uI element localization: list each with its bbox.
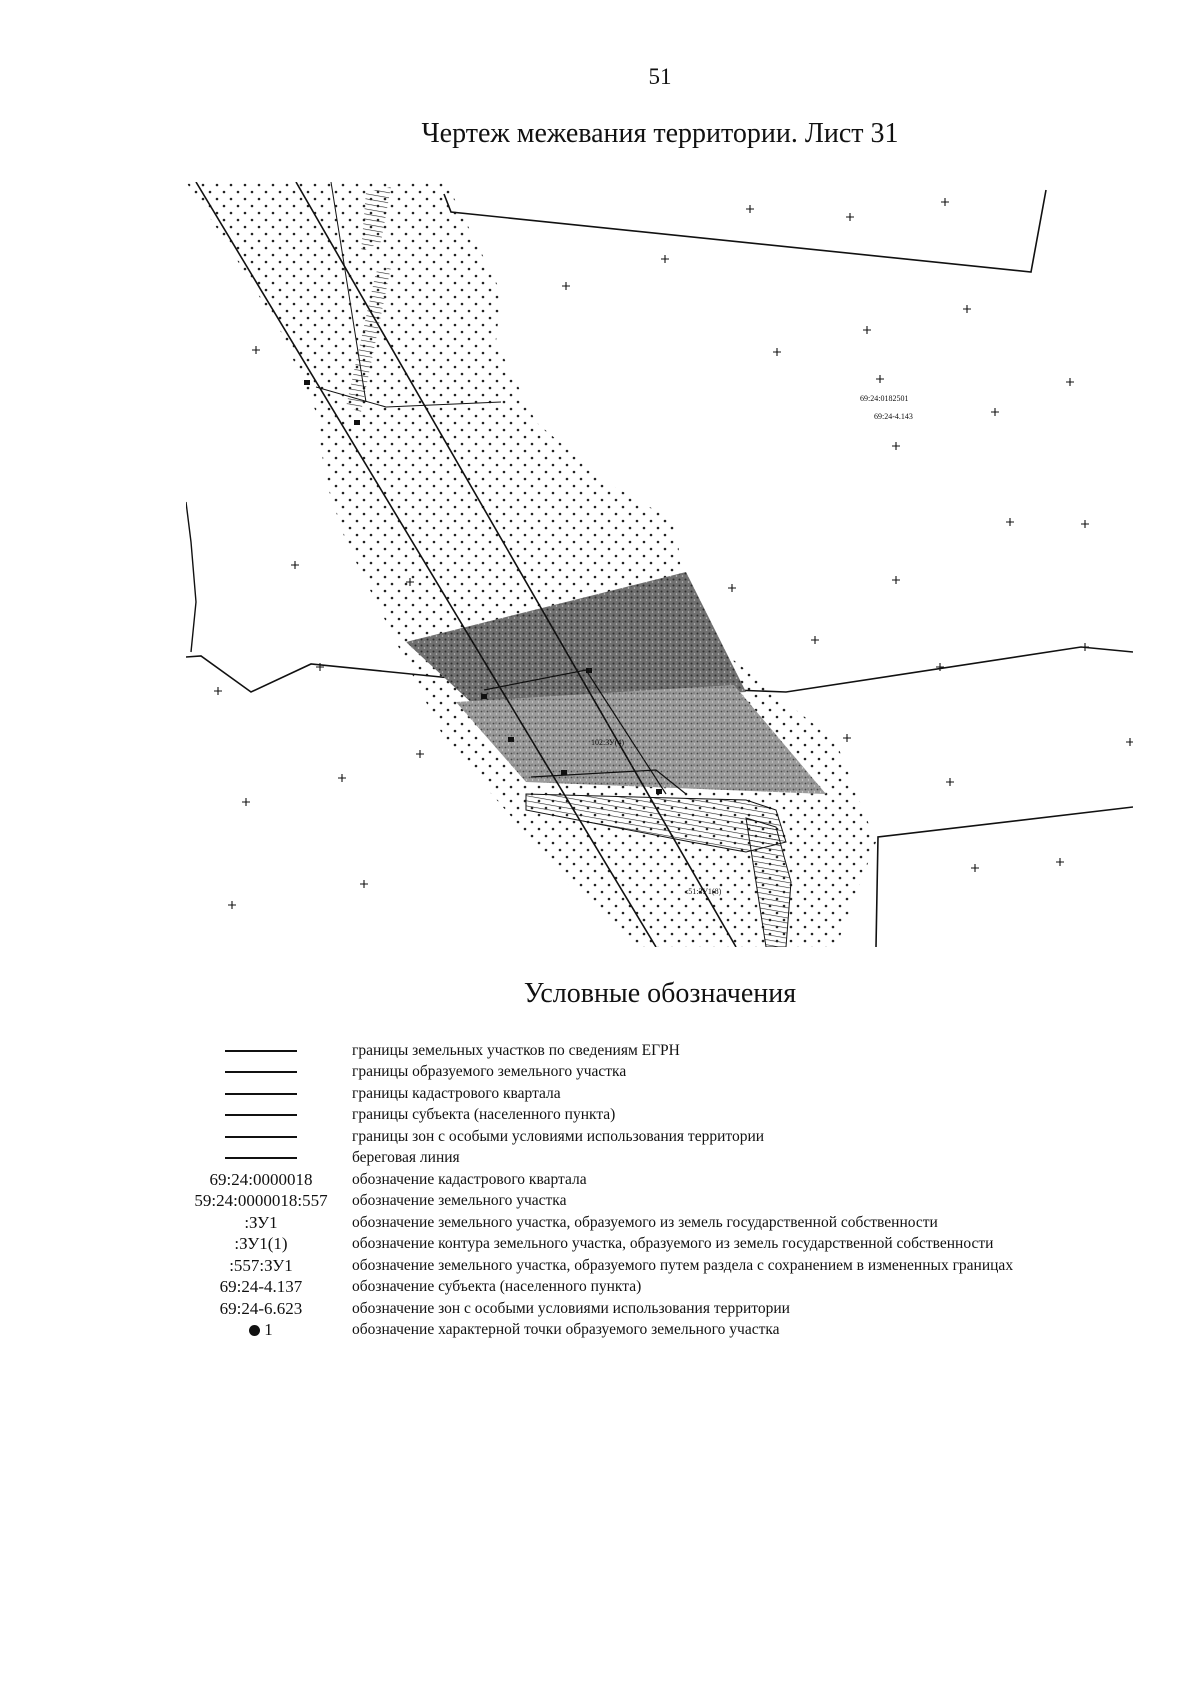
legend-line-symbol	[186, 1071, 336, 1073]
map-svg	[186, 182, 1133, 947]
legend-symbol: :ЗУ1	[244, 1212, 278, 1232]
legend-description: границы земельных участков по сведениям ЕГРН	[352, 1041, 680, 1059]
legend-row	[186, 1320, 1146, 1342]
legend-row	[186, 1277, 1146, 1299]
legend-symbol: 69:24-4.137	[219, 1277, 303, 1297]
legend-description: обозначение кадастрового квартала	[352, 1170, 587, 1188]
legend-symbol: 69:24:0000018	[209, 1169, 313, 1189]
label-parcel-main: 102:ЗУ(4)	[591, 738, 625, 747]
legend-description: обозначение зон с особыми условиями использования территории	[352, 1299, 790, 1317]
legend-row	[186, 1062, 1146, 1084]
legend-row	[186, 1169, 1146, 1191]
legend-description: границы образуемого земельного участка	[352, 1063, 627, 1081]
legend-row	[186, 1040, 1146, 1062]
legend-description: береговая линия	[352, 1149, 460, 1167]
legend-row	[186, 1298, 1146, 1320]
legend-line-symbol	[186, 1157, 336, 1159]
sheet-title: Чертеж межевания территории. Лист 31	[421, 118, 899, 149]
legend-line-symbol	[186, 1093, 336, 1095]
legend-description: границы зон с особыми условиями использования территории	[352, 1127, 765, 1145]
label-parcel-lower: :51:ЗУ1(8)	[686, 887, 722, 896]
legend-point-number: 1	[264, 1320, 273, 1340]
legend-description: обозначение контура земельного участка, образуемого из земель государственной собственности	[352, 1235, 994, 1253]
legend-row	[186, 1148, 1146, 1170]
legend-symbol: :ЗУ1(1)	[234, 1234, 288, 1254]
legend-description: обозначение земельного участка, образуемого из земель государственной собственности	[352, 1213, 938, 1231]
map-drawing	[186, 182, 1133, 947]
legend-row	[186, 1234, 1146, 1256]
legend-description: обозначение земельного участка	[352, 1192, 567, 1210]
legend-description: границы субъекта (населенного пункта)	[352, 1106, 616, 1124]
point-dot-icon	[249, 1325, 260, 1336]
legend-row	[186, 1083, 1146, 1105]
legend-row	[186, 1126, 1146, 1148]
boundary-lower	[876, 807, 1133, 947]
legend-symbol: 59:24:0000018:557	[194, 1191, 328, 1211]
legend-symbol: 69:24-6.623	[219, 1298, 303, 1318]
legend-row	[186, 1212, 1146, 1234]
legend-row	[186, 1255, 1146, 1277]
legend-description: обозначение характерной точки образуемого земельного участка	[352, 1321, 780, 1339]
label-subject: 69:24-4.143	[874, 412, 913, 421]
legend-line-symbol	[186, 1114, 336, 1116]
legend-line-symbol	[186, 1050, 336, 1052]
legend-description: обозначение земельного участка, образуемого путем раздела с сохранением в измененных границах	[352, 1256, 1014, 1274]
legend-symbol: :557:ЗУ1	[229, 1255, 293, 1275]
boundary-upper	[444, 190, 1046, 272]
legend-title: Условные обозначения	[523, 978, 797, 1009]
legend-row	[186, 1191, 1146, 1213]
legend-row	[186, 1105, 1146, 1127]
legend-line-symbol	[186, 1136, 336, 1138]
legend	[186, 1040, 1146, 1341]
legend-description: обозначение субъекта (населенного пункта)	[352, 1278, 642, 1296]
legend-point-symbol	[186, 1320, 336, 1340]
label-quarter: 69:24:0182501	[860, 394, 909, 403]
page-number: 51	[648, 64, 672, 89]
boundary-left	[186, 502, 196, 652]
legend-description: границы кадастрового квартала	[352, 1084, 561, 1102]
